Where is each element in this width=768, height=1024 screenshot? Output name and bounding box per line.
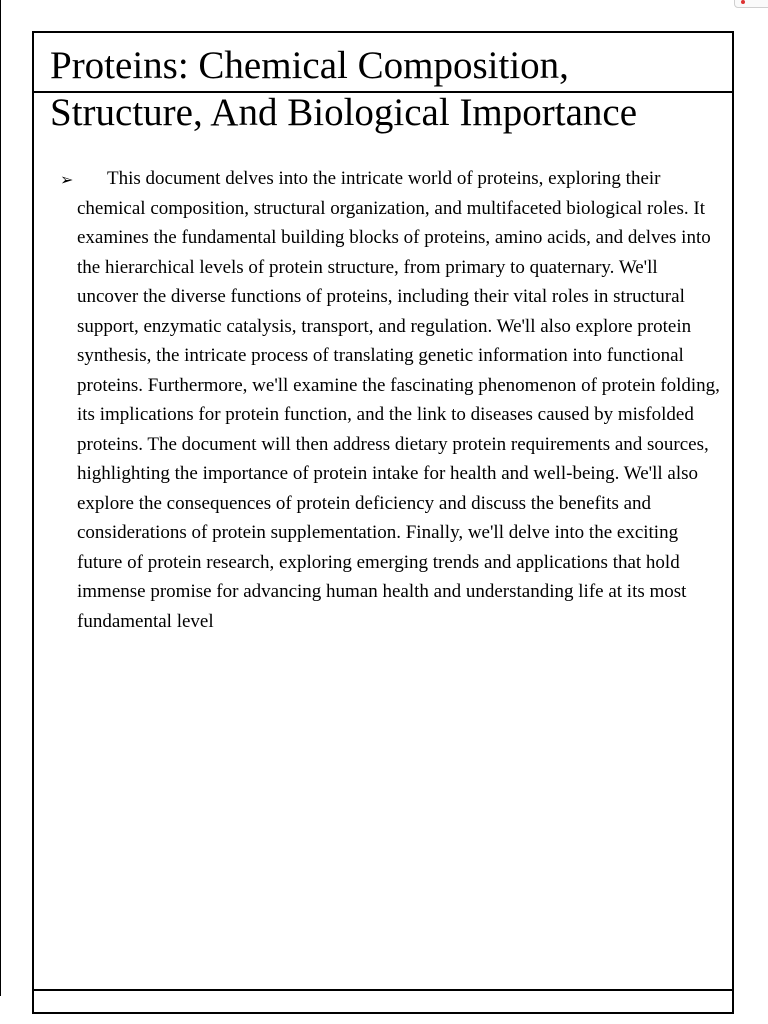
corner-widget-icon bbox=[741, 0, 745, 4]
footer-divider bbox=[32, 989, 734, 991]
summary-paragraph: This document delves into the intricate world of proteins, exploring their chemical composition, structural organization, and multifaceted biological roles. It examines the fundamental building blocks of proteins, amino acids, and delves into the hierarchical levels of protein structure, from primary to quaternary. We'll uncover the diverse functions of proteins, including their vital roles in structural support, enzymatic catalysis, transport, and regulation. We'll also explore protein synthesis, the intricate process of translating genetic information into functional proteins. Furthermore, we'll examine the fascinating phenomenon of protein folding, its implications for protein function, and the link to diseases caused by misfolded proteins. The document will then address dietary protein requirements and sources, highlighting the importance of protein intake for health and well-being. We'll also explore the consequences of protein deficiency and discuss the benefits and considerations of protein supplementation. Finally, we'll delve into the exciting future of protein research, exploring emerging trends and applications that hold immense promise for advancing human health and understanding life at its most fundamental level bbox=[77, 168, 720, 632]
corner-widget-tab[interactable] bbox=[734, 0, 768, 8]
arrow-bullet-icon: ➢ bbox=[60, 170, 74, 189]
summary-bullet-item bbox=[60, 164, 720, 636]
document-title: Proteins: Chemical Composition, Structure, And Biological Importance bbox=[50, 44, 638, 134]
left-page-edge bbox=[0, 0, 1, 996]
